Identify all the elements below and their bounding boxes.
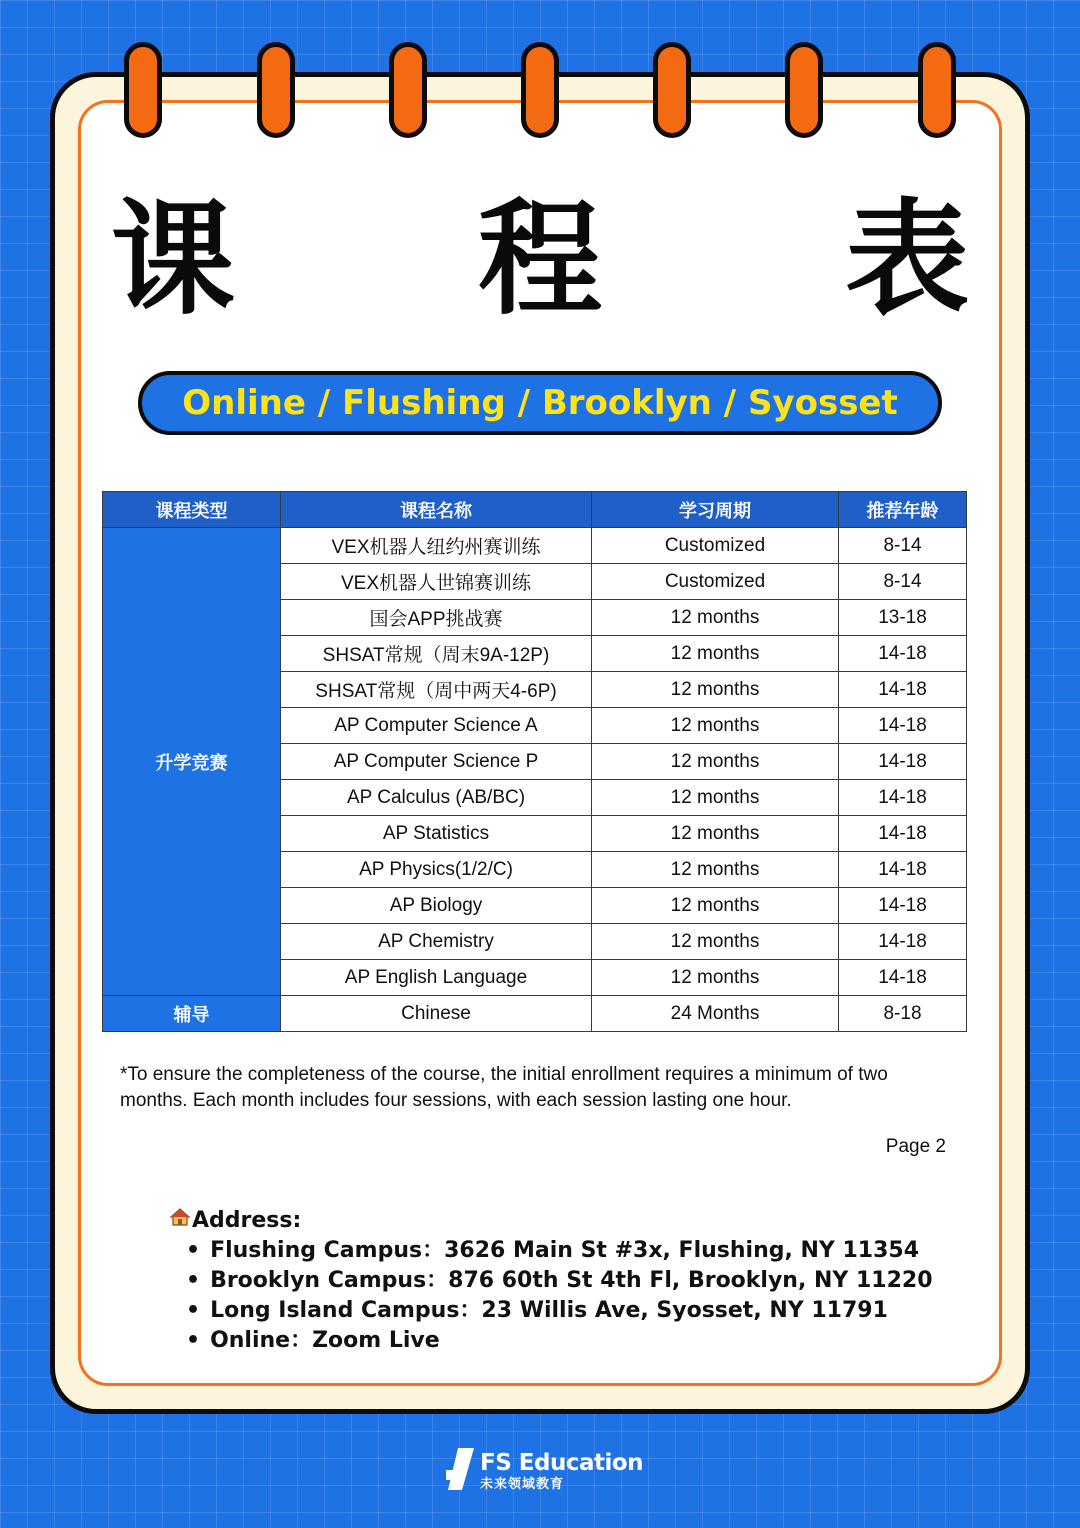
binder-ring xyxy=(124,42,162,138)
list-item: • Online：Zoom Live xyxy=(186,1326,970,1356)
header-course-name: 课程名称 xyxy=(281,492,592,528)
category-cell: 升学竞赛 xyxy=(103,528,281,996)
course-period: Customized xyxy=(592,528,839,564)
list-item: • Long Island Campus：23 Willis Ave, Syosset, NY 11791 xyxy=(186,1296,970,1326)
course-age: 8-14 xyxy=(839,564,967,600)
course-age: 8-14 xyxy=(839,528,967,564)
course-table xyxy=(102,491,967,1032)
course-period: Customized xyxy=(592,564,839,600)
course-age: 13-18 xyxy=(839,600,967,636)
course-name: AP English Language xyxy=(281,960,592,996)
course-name: AP Physics(1/2/C) xyxy=(281,852,592,888)
house-icon xyxy=(170,1206,192,1236)
table-row xyxy=(103,996,967,1032)
course-period: 12 months xyxy=(592,888,839,924)
address-section xyxy=(170,1206,970,1356)
binder-ring xyxy=(653,42,691,138)
binder-ring xyxy=(918,42,956,138)
course-name: AP Chemistry xyxy=(281,924,592,960)
course-period: 24 Months xyxy=(592,996,839,1032)
brand-logo-icon xyxy=(446,1448,474,1495)
header-period: 学习周期 xyxy=(592,492,839,528)
brand-name-cn: 未来领域教育 xyxy=(480,1476,565,1491)
course-period: 12 months xyxy=(592,924,839,960)
page-number: Page 2 xyxy=(885,1136,946,1157)
course-age: 14-18 xyxy=(839,852,967,888)
course-name: Chinese xyxy=(281,996,592,1032)
course-name: AP Computer Science A xyxy=(281,708,592,744)
footer-logo xyxy=(446,1446,646,1496)
course-period: 12 months xyxy=(592,600,839,636)
course-period: 12 months xyxy=(592,852,839,888)
course-period: 12 months xyxy=(592,960,839,996)
course-period: 12 months xyxy=(592,672,839,708)
table-header-row xyxy=(103,492,967,528)
address-heading-text: Address: xyxy=(192,1208,302,1233)
category-cell: 辅导 xyxy=(103,996,281,1032)
course-age: 14-18 xyxy=(839,924,967,960)
list-item: • Flushing Campus：3626 Main St #3x, Flushing, NY 11354 xyxy=(186,1236,970,1266)
address-heading xyxy=(170,1206,970,1236)
course-age: 14-18 xyxy=(839,960,967,996)
course-name: SHSAT常规（周末9A-12P) xyxy=(281,636,592,672)
header-age: 推荐年龄 xyxy=(839,492,967,528)
course-age: 14-18 xyxy=(839,816,967,852)
enrollment-note: *To ensure the completeness of the course, the initial enrollment requires a minimum of two months. Each month includes four sessions, with each session lasting one hour. xyxy=(120,1064,888,1111)
course-name: AP Computer Science P xyxy=(281,744,592,780)
binder-ring xyxy=(389,42,427,138)
course-name: AP Calculus (AB/BC) xyxy=(281,780,592,816)
course-period: 12 months xyxy=(592,780,839,816)
course-age: 8-18 xyxy=(839,996,967,1032)
course-age: 14-18 xyxy=(839,744,967,780)
course-period: 12 months xyxy=(592,708,839,744)
page-title: 课 程 表 xyxy=(110,188,1070,332)
course-age: 14-18 xyxy=(839,888,967,924)
course-age: 14-18 xyxy=(839,636,967,672)
binder-ring xyxy=(785,42,823,138)
course-name: SHSAT常规（周中两天4-6P) xyxy=(281,672,592,708)
course-name: AP Statistics xyxy=(281,816,592,852)
locations-banner: Online / Flushing / Brooklyn / Syosset xyxy=(138,371,942,435)
course-name: VEX机器人世锦赛训练 xyxy=(281,564,592,600)
course-name: VEX机器人纽约州赛训练 xyxy=(281,528,592,564)
binder-ring xyxy=(257,42,295,138)
address-list xyxy=(170,1236,970,1356)
binder-ring xyxy=(521,42,559,138)
course-period: 12 months xyxy=(592,636,839,672)
course-period: 12 months xyxy=(592,744,839,780)
table-row xyxy=(103,528,967,564)
course-name: 国会APP挑战赛 xyxy=(281,600,592,636)
course-age: 14-18 xyxy=(839,708,967,744)
course-age: 14-18 xyxy=(839,672,967,708)
header-category: 课程类型 xyxy=(103,492,281,528)
course-age: 14-18 xyxy=(839,780,967,816)
course-name: AP Biology xyxy=(281,888,592,924)
brand-name: FS Education xyxy=(480,1450,644,1476)
list-item: • Brooklyn Campus：876 60th St 4th Fl, Brooklyn, NY 11220 xyxy=(186,1266,970,1296)
course-period: 12 months xyxy=(592,816,839,852)
